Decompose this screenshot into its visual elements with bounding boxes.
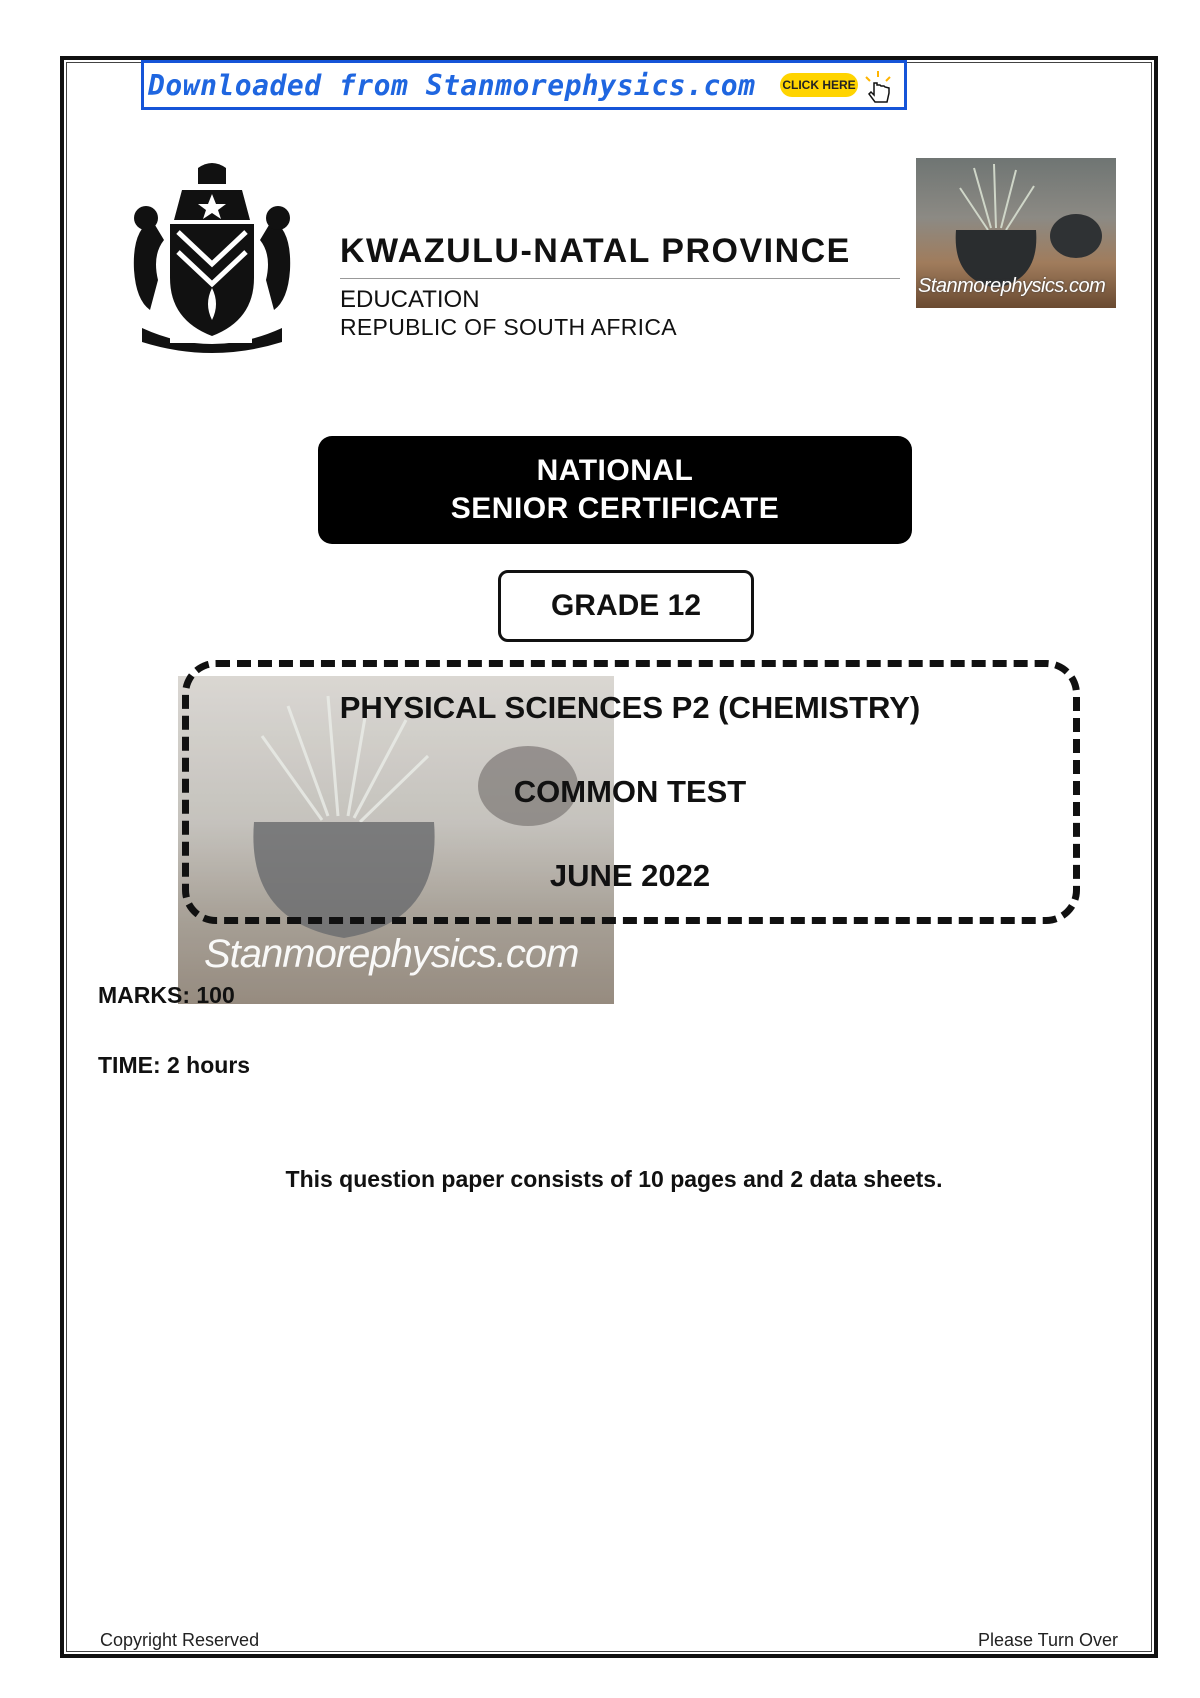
marks-label: MARKS: 100 [98,982,235,1008]
subject-title: PHYSICAL SCIENCES P2 (CHEMISTRY) [339,690,921,725]
certificate-line-2: SENIOR CERTIFICATE [450,492,780,525]
footer-copyright: Copyright Reserved [100,1630,260,1650]
certificate-banner [318,436,912,544]
certificate-line-1: NATIONAL [536,454,694,487]
footer-turn-over: Please Turn Over [977,1630,1118,1650]
test-date: JUNE 2022 [549,858,711,893]
photo-watermark-text: Stanmorephysics.com [918,275,1106,297]
time-label: TIME: 2 hours [98,1052,251,1078]
province-title: KWAZULU-NATAL PROVINCE [340,232,851,270]
plant-photo [916,158,1116,308]
test-type: COMMON TEST [513,774,747,809]
grade-label: GRADE 12 [498,570,754,642]
country-label: REPUBLIC OF SOUTH AFRICA [340,314,677,340]
title-divider [340,278,900,279]
department-label: EDUCATION [340,286,480,313]
coat-of-arms-icon [112,160,312,365]
download-banner[interactable] [141,60,907,110]
watermark-text: Stanmorephysics.com [204,932,579,976]
click-here-button[interactable]: CLICK HERE [780,73,858,97]
pages-note: This question paper consists of 10 pages and 2 data sheets. [285,1166,943,1192]
download-banner-text[interactable]: Downloaded from Stanmorephysics.com [148,68,756,102]
pointing-hand-icon [860,69,896,110]
